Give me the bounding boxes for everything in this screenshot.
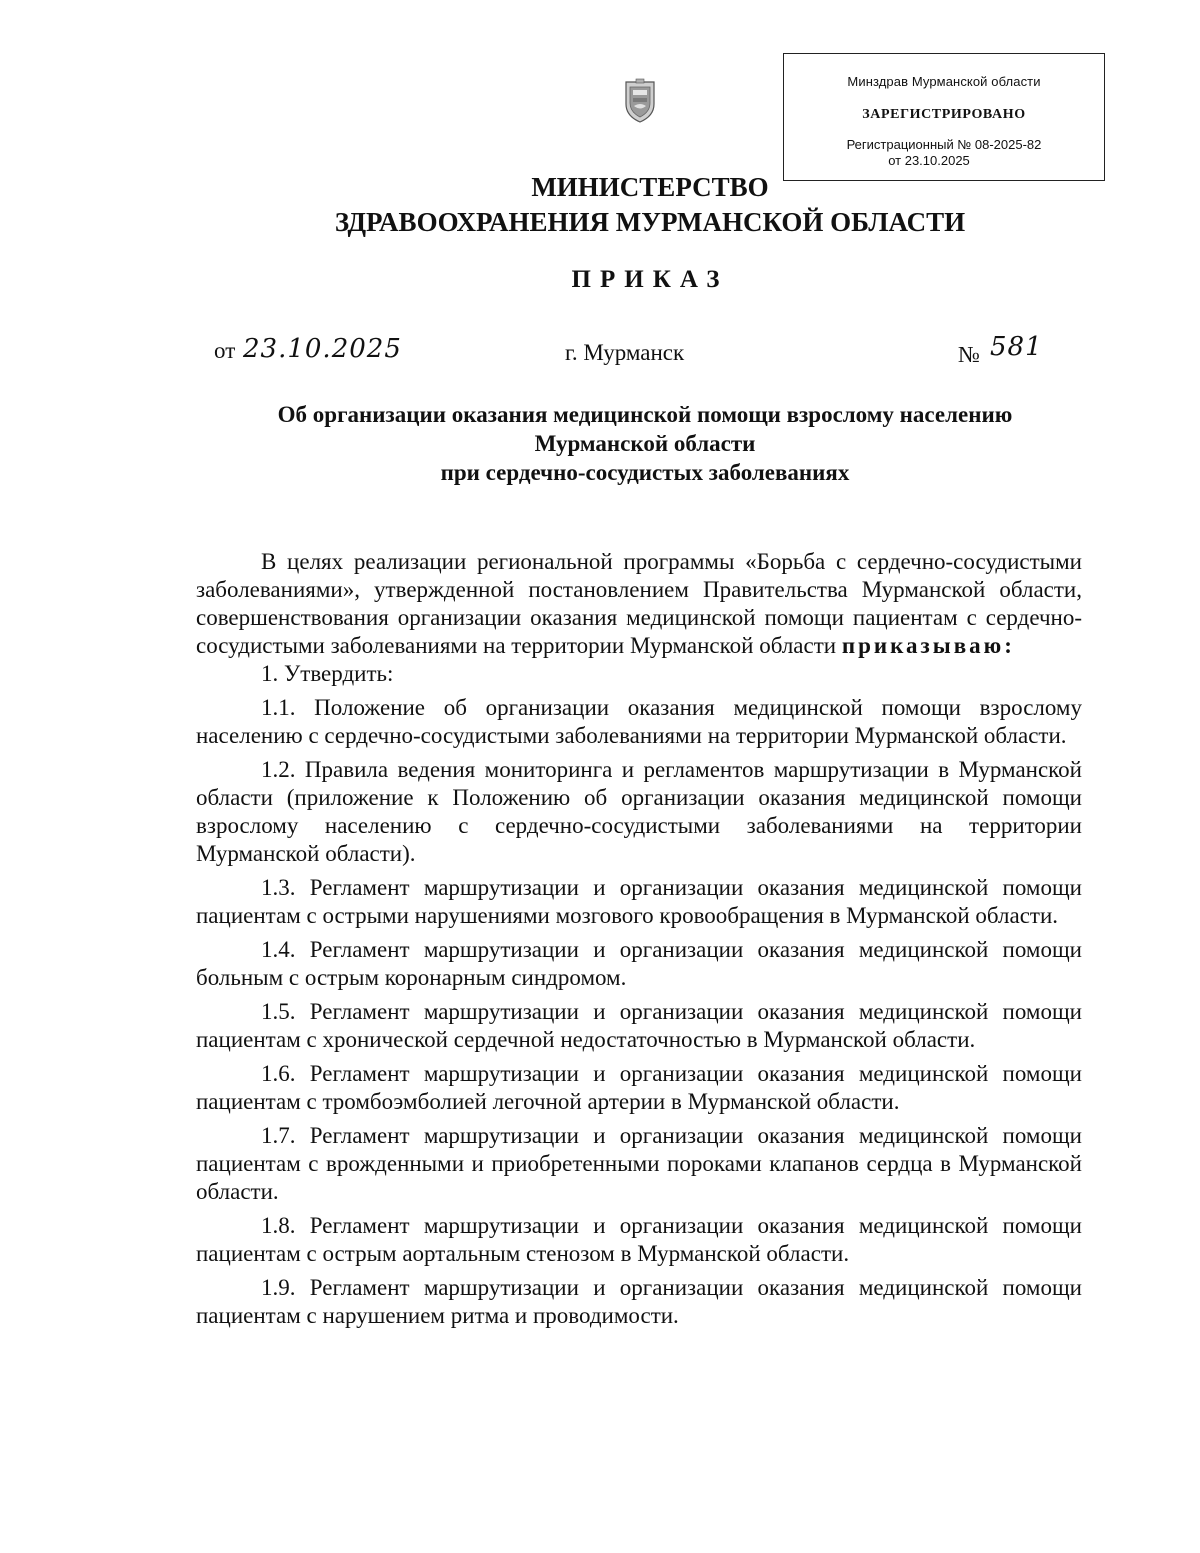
preamble-text: В целях реализации региональной программы «Борьба с сердечно-сосудистыми заболеваниями», утвержденной постановлением Правительства Мурманской области, совершенствования организации оказания медицинской помощи пациентам с сердечно-сосудистыми заболеваниями на территории Мурманской области <box>196 549 1082 658</box>
stamp-registration-date: от 23.10.2025 <box>888 153 970 168</box>
date-prefix: от <box>214 338 236 363</box>
order-body <box>196 548 1082 1330</box>
stamp-status: ЗАРЕГИСТРИРОВАНО <box>862 107 1026 122</box>
item-1-7: 1.7. Регламент маршрутизации и организации оказания медицинской помощи пациентам с врожденными и приобретенными пороками клапанов сердца в Мурманской области. <box>196 1123 1082 1204</box>
order-subject <box>200 400 1090 487</box>
handwritten-date: 23.10.2025 <box>243 334 402 364</box>
registration-stamp <box>783 53 1105 181</box>
subject-line3: при сердечно-сосудистых заболеваниях <box>440 460 850 485</box>
stamp-organization: Минздрав Мурманской области <box>847 74 1041 89</box>
coat-of-arms-icon <box>622 78 658 124</box>
subject-line2: Мурманской области <box>534 431 756 456</box>
order-title: ПРИКАЗ <box>571 266 729 293</box>
item-1-4: 1.4. Регламент маршрутизации и организации оказания медицинской помощи больным с острым коронарным синдромом. <box>196 937 1082 990</box>
item-1-6: 1.6. Регламент маршрутизации и организации оказания медицинской помощи пациентам с тромбоэмболией легочной артерии в Мурманской области. <box>196 1061 1082 1114</box>
item-1-2: 1.2. Правила ведения мониторинга и регламентов маршрутизации в Мурманской области (приложение к Положению об организации оказания медицинской помощи взрослому населению с сердечно-сосудистыми заболеваниями на территории Мурманской области). <box>196 757 1082 866</box>
number-prefix: № <box>958 342 980 367</box>
ministry-title-line2: ЗДРАВООХРАНЕНИЯ МУРМАНСКОЙ ОБЛАСТИ <box>334 207 966 237</box>
handwritten-order-number: 581 <box>990 332 1043 362</box>
item-1-9: 1.9. Регламент маршрутизации и организации оказания медицинской помощи пациентам с нарушением ритма и проводимости. <box>196 1275 1082 1328</box>
item-1: 1. Утвердить: <box>261 661 394 686</box>
stamp-registration-number: Регистрационный № 08-2025-82 <box>846 137 1042 152</box>
item-1-1: 1.1. Положение об организации оказания медицинской помощи взрослому населению с сердечно-сосудистыми заболеваниями на территории Мурманской области. <box>196 695 1082 748</box>
city-label: г. Мурманск <box>565 340 685 365</box>
subject-line1: Об организации оказания медицинской помощи взрослому населению <box>277 402 1013 427</box>
order-meta-row <box>0 332 1200 378</box>
preamble-paragraph <box>196 548 1082 660</box>
item-1-3: 1.3. Регламент маршрутизации и организации оказания медицинской помощи пациентам с острыми нарушениями мозгового кровообращения в Мурманской области. <box>196 875 1082 928</box>
item-1-8: 1.8. Регламент маршрутизации и организации оказания медицинской помощи пациентам с острым аортальным стенозом в Мурманской области. <box>196 1213 1082 1266</box>
ministry-title-line1: МИНИСТЕРСТВО <box>531 172 769 202</box>
item-1-5: 1.5. Регламент маршрутизации и организации оказания медицинской помощи пациентам с хронической сердечной недостаточностью в Мурманской области. <box>196 999 1082 1052</box>
order-keyword: приказываю: <box>841 633 1015 658</box>
